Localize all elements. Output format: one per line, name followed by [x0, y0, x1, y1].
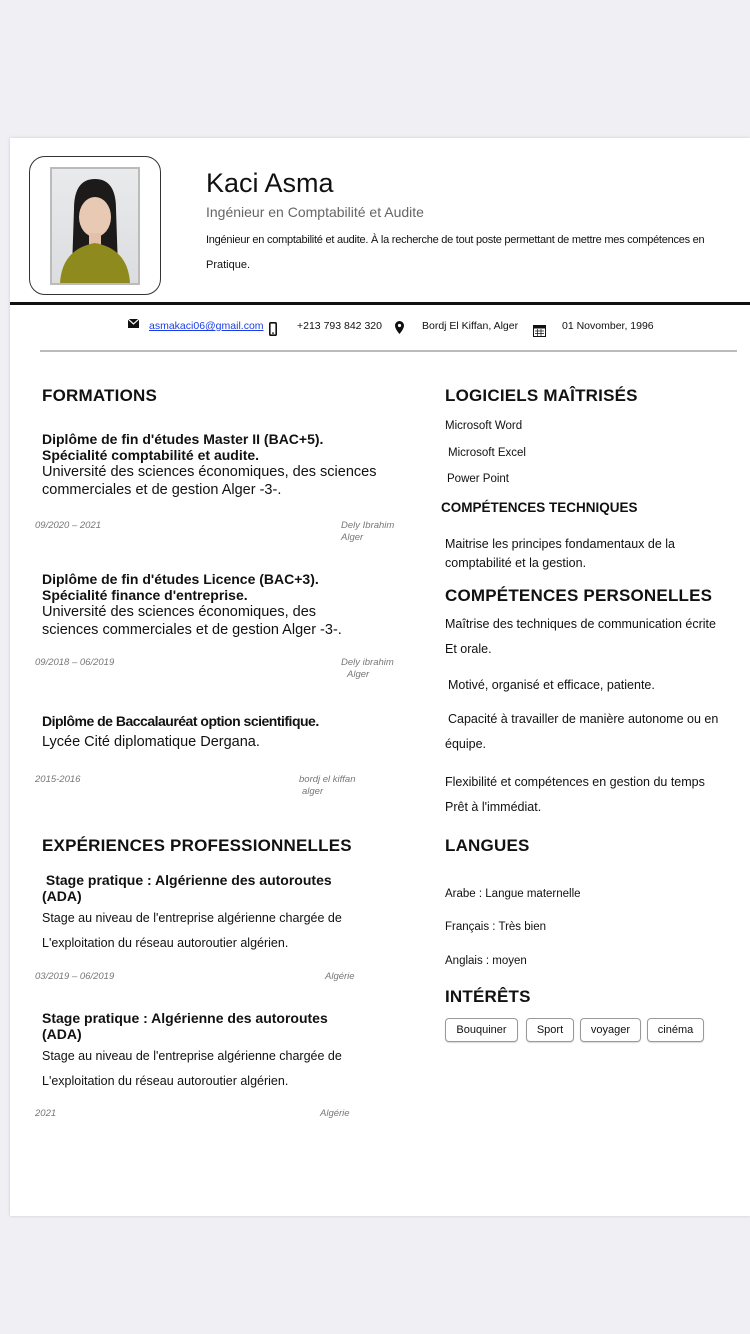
degree-title: Diplôme de Baccalauréat option scientifique. [42, 713, 319, 729]
formation-place [299, 774, 356, 798]
summary-line: Ingénieur en comptabilité et audite. À la recherche de tout poste permettant de mettre mes compétences en [206, 234, 705, 246]
formation-dates: 2015-2016 [35, 774, 81, 785]
experience-title: (ADA) [42, 888, 82, 904]
formation-dates: 09/2020 – 2021 [35, 520, 102, 531]
experience-title: Stage pratique : Algérienne des autoroutes [42, 1010, 328, 1026]
experience-item [42, 1010, 422, 1094]
skill-line: Capacité à travailler de manière autonome ou en [448, 712, 719, 726]
languages-heading: LANGUES [445, 836, 530, 855]
software-item: Microsoft Word [445, 420, 523, 432]
place-line: Alger [347, 669, 370, 680]
interest-tag: voyager [580, 1018, 641, 1042]
envelope-icon [128, 319, 139, 331]
degree-title: Diplôme de fin d'études Master II (BAC+5). [42, 431, 324, 447]
place-line: bordj el kiffan [299, 774, 356, 785]
experience-dates: 2021 [35, 1108, 57, 1119]
personal-skill: Motivé, organisé et efficace, patiente. [448, 678, 655, 692]
degree-specialty: Spécialité finance d'entreprise. [42, 587, 248, 603]
degree-title: Diplôme de fin d'études Licence (BAC+3). [42, 571, 319, 587]
profile-summary [206, 228, 748, 278]
formation-place [341, 520, 394, 544]
formation-item [42, 713, 422, 751]
school-name: Lycée Cité diplomatique Dergana. [42, 734, 260, 750]
place-line: alger [302, 786, 324, 797]
interest-tag: cinéma [647, 1018, 704, 1042]
experience-desc: L'exploitation du réseau autoroutier algérien. [42, 1074, 289, 1088]
language-item: Français : Très bien [445, 921, 546, 933]
place-line: Dely ibrahim [341, 657, 394, 668]
language-item: Anglais : moyen [445, 955, 527, 967]
formation-dates: 09/2018 – 06/2019 [35, 657, 115, 668]
skill-line: Prêt à l'immédiat. [445, 800, 542, 814]
experience-place: Algérie [320, 1108, 350, 1119]
interests-heading: INTÉRÊTS [445, 987, 531, 1006]
experience-item [42, 872, 422, 956]
experience-title: Stage pratique : Algérienne des autoroutes [42, 872, 332, 888]
experience-place: Algérie [325, 971, 355, 982]
skill-line: équipe. [445, 737, 487, 751]
experience-desc: Stage au niveau de l'entreprise algérienne chargée de [42, 911, 342, 925]
interest-tag: Bouquiner [445, 1018, 518, 1042]
birthdate: 01 Novomber, 1996 [562, 320, 654, 332]
resume-page [10, 138, 750, 1216]
tech-skills-heading: COMPÉTENCES TECHNIQUES [441, 500, 638, 515]
formation-item [42, 571, 422, 639]
school-name: Université des sciences économiques, des [42, 604, 317, 620]
school-name: sciences commerciales et de gestion Alger -3-. [42, 622, 342, 638]
interest-tag: Sport [526, 1018, 574, 1042]
formation-place [341, 657, 394, 681]
software-item: Microsoft Excel [448, 447, 526, 459]
school-name: commerciales et de gestion Alger -3-. [42, 482, 282, 498]
school-name: Université des sciences économiques, des sciences [42, 464, 377, 480]
logiciels-heading: LOGICIELS MAÎTRISÉS [445, 386, 638, 405]
personal-skills-heading: COMPÉTENCES PERSONELLES [445, 586, 713, 605]
experience-dates: 03/2019 – 06/2019 [35, 971, 115, 982]
skill-line: Flexibilité et compétences en gestion du temps [445, 775, 705, 789]
place-line: Dely Ibrahim [341, 520, 395, 531]
formation-item [42, 431, 422, 499]
formations-heading: FORMATIONS [42, 386, 158, 405]
degree-specialty: Spécialité comptabilité et audite. [42, 447, 260, 463]
profile-photo-frame [29, 156, 161, 295]
experience-desc: L'exploitation du réseau autoroutier algérien. [42, 936, 289, 950]
place-line: Alger [341, 532, 364, 543]
experience-title: (ADA) [42, 1026, 82, 1042]
map-pin-icon [395, 321, 404, 337]
profile-photo [52, 169, 138, 283]
candidate-title: Ingénieur en Comptabilité et Audite [206, 204, 424, 220]
experience-desc: Stage au niveau de l'entreprise algérienne chargée de [42, 1049, 342, 1063]
software-item: Power Point [447, 473, 510, 485]
personal-skill [445, 770, 705, 820]
header-rule [10, 302, 750, 305]
address: Bordj El Kiffan, Alger [422, 320, 519, 332]
experiences-heading: EXPÉRIENCES PROFESSIONNELLES [42, 836, 352, 855]
email-link[interactable]: asmakaci06@gmail.com [149, 320, 264, 332]
personal-skill [445, 612, 716, 662]
candidate-name: Kaci Asma [206, 168, 334, 198]
skill-line: comptabilité et la gestion. [445, 556, 587, 570]
summary-line: Pratique. [206, 259, 251, 271]
skill-line: Maîtrise des techniques de communication écrite [445, 617, 716, 631]
skill-line: Maitrise les principes fondamentaux de la [445, 537, 675, 551]
language-item: Arabe : Langue maternelle [445, 888, 581, 900]
contact-divider [40, 350, 737, 352]
skill-line: Et orale. [445, 642, 492, 656]
phone-number: +213 793 842 320 [297, 320, 382, 332]
mobile-phone-icon [269, 322, 277, 339]
personal-skill [445, 707, 719, 757]
calendar-icon [533, 324, 546, 340]
tech-skills [445, 535, 675, 573]
